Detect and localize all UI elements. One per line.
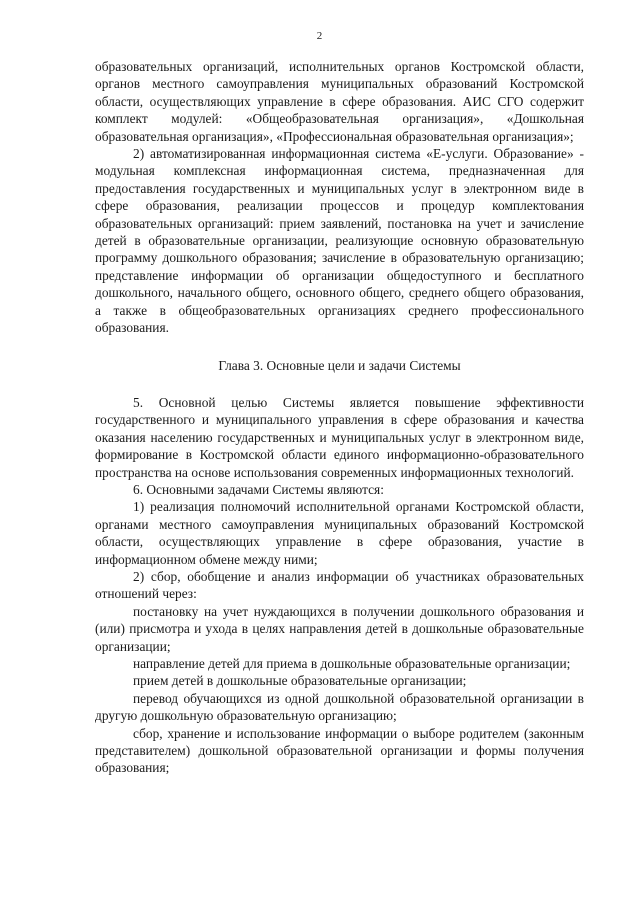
paragraph: постановку на учет нуждающихся в получении дошкольного образования и (или) присмотра и ухода в целях направления детей в дошкольные образовательные организации;	[95, 603, 584, 654]
document-body	[95, 58, 584, 777]
paragraph: сбор, хранение и использование информации о выборе родителем (законным представителем) дошкольной образовательной организации и формы получения образования;	[95, 725, 584, 776]
chapter-heading: Глава 3. Основные цели и задачи Системы	[218, 357, 461, 373]
paragraph: 2) автоматизированная информационная система «Е-услуги. Образование» - модульная комплексная информационная система, предназначенная для предоставления государственных и муниципальных услуг в электронном виде в сфере образования, реализации процессов и процедур комплектования образовательных организаций: прием заявлений, постановка на учет и зачисление детей в образовательные организации, реализующие основную образовательную программу дошкольного образования; зачисление в образовательную организацию; представление информации об организации общедоступного и бесплатного дошкольного, начального общего, основного общего, среднего общего образования, а также в общеобразовательных организациях среднего профессионального образования.	[95, 146, 584, 336]
paragraph: прием детей в дошкольные образовательные организации;	[133, 673, 467, 689]
paragraph: перевод обучающихся из одной дошкольной образовательной организации в другую дошкольную образовательную организацию;	[95, 690, 584, 724]
paragraph: 6. Основными задачами Системы являются:	[133, 481, 384, 497]
paragraph: 2) сбор, обобщение и анализ информации об участниках образовательных отношений через:	[95, 568, 584, 602]
paragraph: 5. Основной целью Системы является повышение эффективности государственного и муниципального управления в сфере образования и качества оказания населению государственных и муниципальных услуг в электронном виде, формирование в Костромской области единого информационно-образовательного пространства на основе использования современных информационных технологий.	[95, 394, 584, 480]
page-number: 2	[316, 30, 323, 42]
paragraph: образовательных организаций, исполнительных органов Костромской области, органов местного самоуправления муниципальных образований Костромской области, осуществляющих управление в сфере образования. АИС СГО содержит комплект модулей: «Общеобразовательная организация», «Дошкольная образовательная организация», «Профессиональная образовательная организация»;	[95, 59, 584, 144]
paragraph: 1) реализация полномочий исполнительной органами Костромской области, органами местного самоуправления муниципальных образований Костромской области, осуществляющих управление в сфере образования, участие в информационном обмене между ними;	[95, 499, 584, 567]
paragraph: направление детей для приема в дошкольные образовательные организации;	[133, 656, 571, 671]
